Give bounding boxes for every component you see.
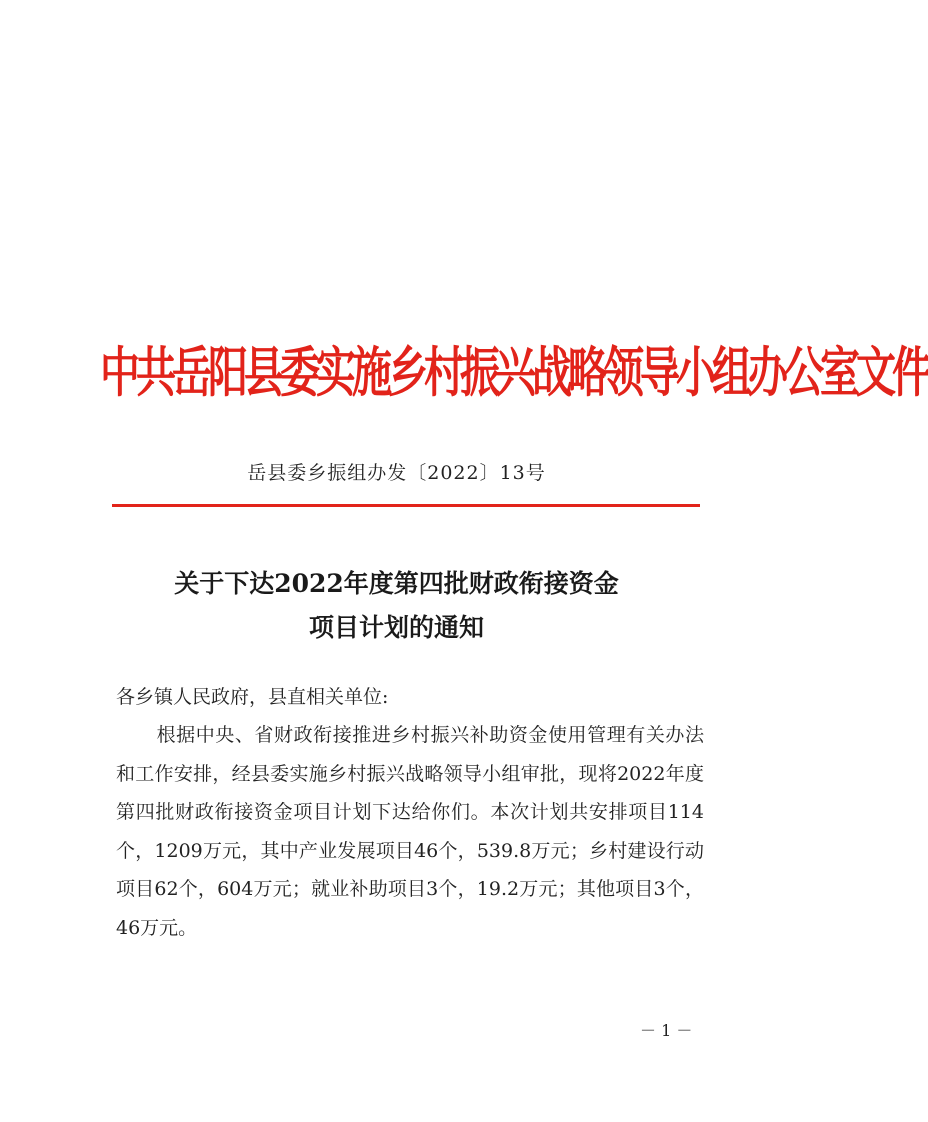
issuer-header: 中共岳阳县委实施乡村振兴战略领导小组办公室文件 bbox=[100, 340, 928, 405]
red-divider-line bbox=[112, 504, 700, 507]
body-paragraph bbox=[116, 716, 704, 947]
page-number: － 1 － bbox=[640, 1021, 693, 1040]
document-number: 岳县委乡振组办发〔2022〕13号 bbox=[247, 462, 546, 484]
document-title-line-1: 关于下达2022年度第四批财政衔接资金 bbox=[174, 569, 619, 598]
body-text: 根据中央、省财政衔接推进乡村振兴补助资金使用管理有关办法和工作安排，经县委实施乡村振兴战略领导小组审批，现将2022年度第四批财政衔接资金项目计划下达给你们。本次计划共安排项目114个，1209万元，其中产业发展项目46个，539.8万元；乡村建设行动项目62个，604万元；就业补助项目3个，19.2万元；其他项目3个，46万元。 bbox=[116, 724, 704, 939]
salutation: 各乡镇人民政府，县直相关单位: bbox=[116, 686, 389, 708]
document-title-line-2: 项目计划的通知 bbox=[308, 613, 484, 642]
